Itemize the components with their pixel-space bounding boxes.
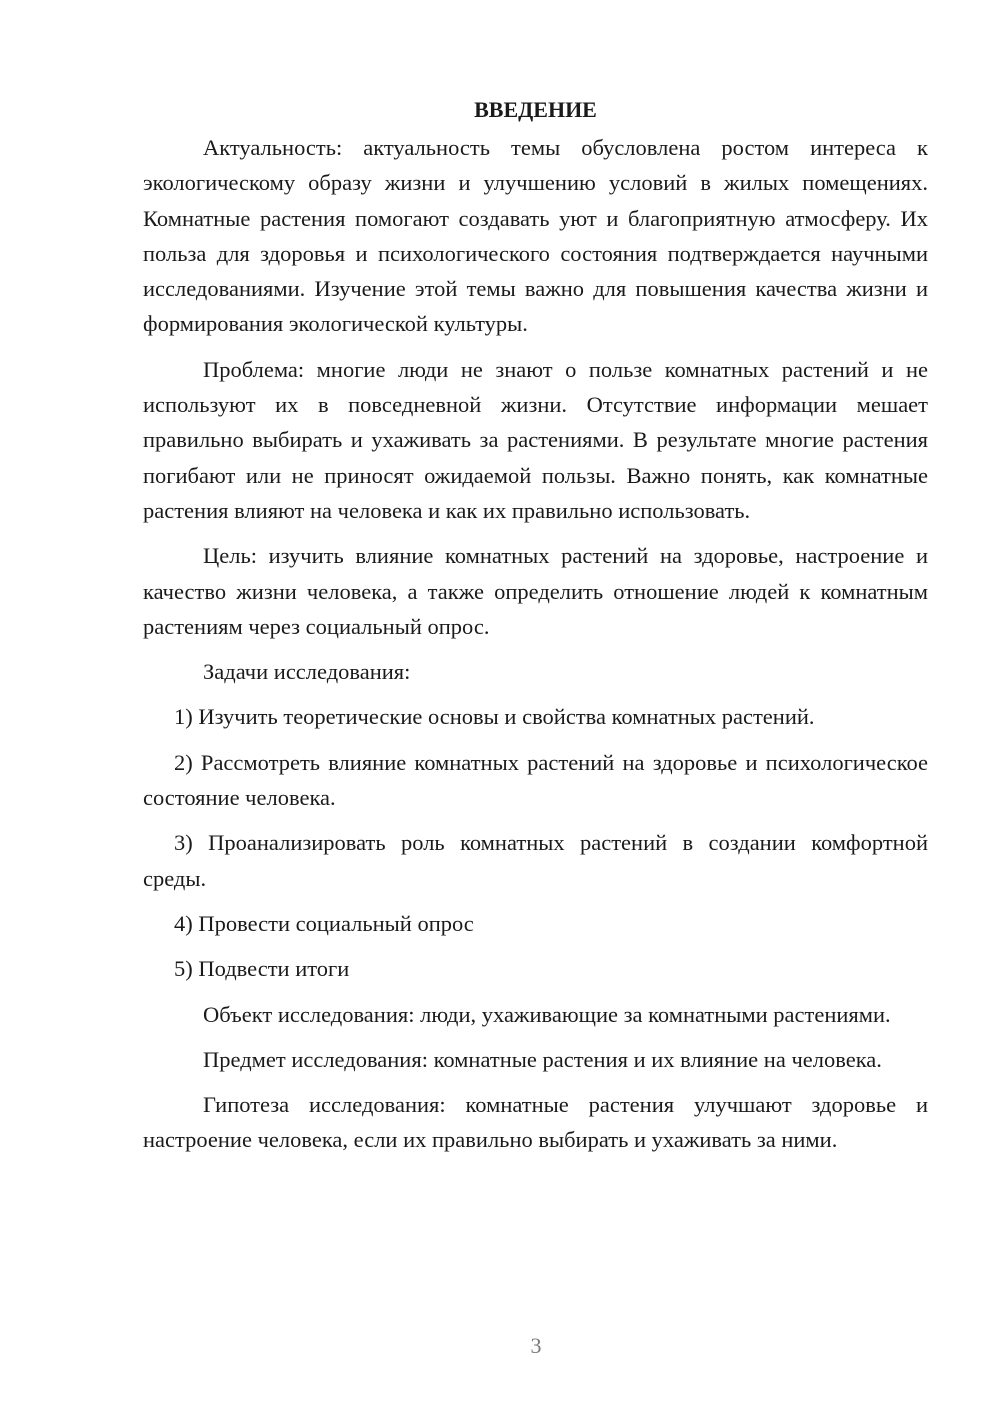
paragraph-goal: Цель: изучить влияние комнатных растений на здоровье, настроение и качество жизни человека, а также определить отношение людей к комнатным растениям через социальный опрос.: [143, 543, 928, 639]
page-title: ВВЕДЕНИЕ: [474, 97, 597, 122]
task-item-4: 4) Провести социальный опрос: [174, 910, 474, 936]
page-number: 3: [530, 1333, 542, 1358]
task-item-1: 1) Изучить теоретические основы и свойства комнатных растений.: [174, 704, 815, 730]
paragraph-problem: Проблема: многие люди не знают о пользе комнатных растений и не используют их в повседневной жизни. Отсутствие информации мешает правильно выбирать и ухаживать за растениями. В результате многие растения погибают или не приносят ожидаемой пользы. Важно понять, как комнатные растения влияют на человека и как их правильно использовать.: [143, 356, 928, 523]
task-item-2: 2) Рассмотреть влияние комнатных растений на здоровье и психологическое состояние человека.: [143, 749, 928, 811]
paragraph-hypothesis: Гипотеза исследования: комнатные растения улучшают здоровье и настроение человека, если их правильно выбирать и ухаживать за ними.: [143, 1092, 928, 1153]
paragraph-subject: Предмет исследования: комнатные растения и их влияние на человека.: [203, 1046, 882, 1072]
paragraph-relevance: Актуальность: актуальность темы обусловлена ростом интереса к экологическому образу жизни и улучшению условий в жилых помещениях. Комнатные растения помогают создавать уют и благоприятную атмосферу. Их польза для здоровья и психологического состояния подтверждается научными исследованиями. Изучение этой темы важно для повышения качества жизни и формирования экологической культуры.: [143, 135, 928, 337]
task-item-5: 5) Подвести итоги: [174, 956, 350, 982]
paragraph-object: Объект исследования: люди, ухаживающие за комнатными растениями.: [203, 1001, 891, 1027]
document-page: [143, 92, 928, 1168]
task-item-3: 3) Проанализировать роль комнатных растений в создании комфортной среды.: [143, 830, 928, 891]
tasks-heading: Задачи исследования:: [203, 659, 411, 685]
